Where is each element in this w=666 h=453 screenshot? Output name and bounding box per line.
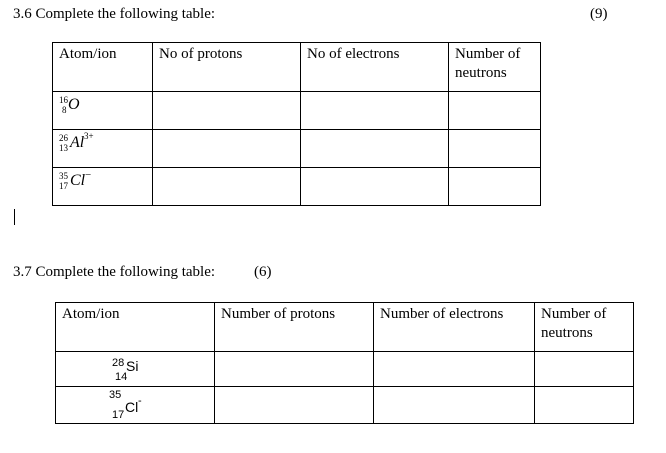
answer-cell[interactable] (153, 92, 301, 130)
answer-cell[interactable] (374, 387, 535, 424)
nuclide-chloride-ion (56, 387, 214, 423)
table-row (53, 168, 541, 206)
nuclide-oxygen (53, 92, 152, 129)
answer-cell[interactable] (535, 387, 634, 424)
header-neutrons: Number of neutrons (455, 46, 521, 81)
answer-cell[interactable] (374, 352, 535, 387)
answer-cell[interactable] (215, 387, 374, 424)
element-symbol: Si (126, 358, 139, 374)
answer-cell[interactable] (449, 130, 541, 168)
text-cursor (14, 209, 15, 225)
table-row (56, 352, 634, 387)
question-3-6-heading: 3.6 Complete the following table: (13, 6, 216, 22)
ion-charge: - (138, 395, 142, 407)
header-protons: No of protons (159, 46, 243, 62)
header-electrons: Number of electrons (380, 306, 504, 322)
atomic-number: 14 (115, 371, 128, 383)
atomic-number: 13 (59, 143, 68, 153)
nuclide-chloride-ion (53, 168, 152, 205)
header-atom-ion: Atom/ion (59, 46, 117, 62)
mass-number: 26 (59, 133, 68, 143)
question-3-7-marks: (6) (254, 264, 272, 280)
ion-charge: − (85, 169, 92, 181)
ion-charge: 3+ (84, 131, 94, 141)
answer-cell[interactable] (153, 130, 301, 168)
answer-cell[interactable] (301, 130, 449, 168)
table-3-6 (52, 42, 541, 206)
answer-cell[interactable] (449, 168, 541, 206)
atomic-number: 17 (59, 181, 68, 191)
mass-number: 16 (59, 95, 68, 105)
table-header-row (56, 303, 634, 352)
answer-cell[interactable] (301, 92, 449, 130)
table-row (56, 387, 634, 424)
mass-number: 28 (112, 357, 125, 369)
nuclide-silicon (56, 352, 214, 386)
mass-number: 35 (109, 389, 122, 401)
nuclide-aluminium-ion (53, 130, 152, 167)
header-electrons: No of electrons (307, 46, 400, 62)
header-protons: Number of protons (221, 306, 336, 322)
header-neutrons: Number of neutrons (541, 306, 607, 341)
element-symbol: Al (70, 134, 85, 151)
header-atom-ion: Atom/ion (62, 306, 120, 322)
element-symbol: Cl (125, 399, 139, 415)
answer-cell[interactable] (301, 168, 449, 206)
element-symbol: O (68, 96, 80, 113)
question-3-6-marks: (9) (590, 6, 608, 22)
answer-cell[interactable] (215, 352, 374, 387)
table-3-7 (55, 302, 634, 424)
table-row (53, 92, 541, 130)
table-row (53, 130, 541, 168)
element-symbol: Cl (70, 172, 86, 189)
question-3-7-heading: 3.7 Complete the following table: (13, 264, 216, 280)
atomic-number: 17 (112, 409, 125, 421)
answer-cell[interactable] (153, 168, 301, 206)
answer-cell[interactable] (535, 352, 634, 387)
atomic-number: 8 (62, 105, 67, 115)
mass-number: 35 (59, 171, 68, 181)
table-header-row (53, 43, 541, 92)
answer-cell[interactable] (449, 92, 541, 130)
